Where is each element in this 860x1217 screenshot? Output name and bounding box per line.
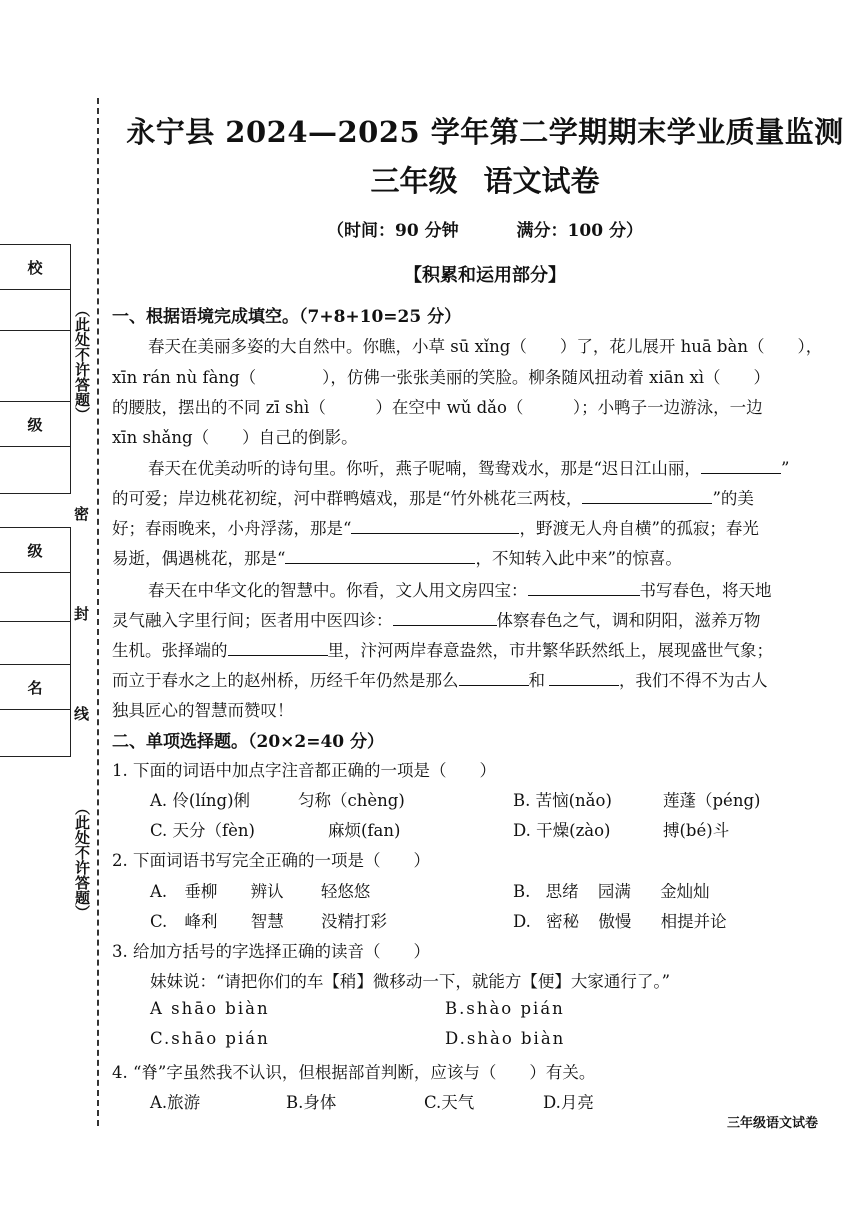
section1-p1-line4: xīn shǎng（ ）自己的倒影。 [112, 428, 358, 447]
text: ，我们不得不为古人 [619, 671, 768, 690]
q3-option-c: C.shāo pián [150, 1029, 270, 1048]
no-answer-note-top: （此处不许答题） [73, 302, 91, 422]
text: 没精打彩 [321, 912, 388, 931]
text: 思绪 [545, 882, 579, 901]
text: ，不知转入此中来”的惊喜。 [475, 549, 682, 568]
text: 傲慢 [598, 912, 632, 931]
q1-option-a1: A. 伶(líng)俐 [150, 791, 251, 810]
poem-blank-1[interactable] [701, 459, 781, 474]
q1-option-b1: B. 苦恼(nǎo) [513, 791, 612, 810]
school-blank[interactable] [0, 290, 70, 331]
grade-label: 级 [0, 528, 70, 573]
q1-option-c2: 麻烦(fan) [328, 821, 401, 840]
text: 易逝，偶遇桃花，那是“ [112, 549, 286, 568]
q2-stem: 2. 下面词语书写完全正确的一项是（ ） [112, 851, 430, 870]
q2-option-d [513, 908, 727, 932]
text: B. [513, 882, 531, 901]
exam-time-score [110, 216, 860, 241]
exam-subtitle: 三年级 语文试卷 [370, 164, 600, 198]
seal-char-feng: 封 [74, 605, 90, 623]
text: 垂柳 [184, 882, 218, 901]
section1-p3-line4 [112, 667, 768, 691]
text: 辨认 [250, 882, 284, 901]
section1-p2-line3 [112, 515, 759, 539]
q3-option-a: A shāo biàn [150, 999, 270, 1018]
seal-line [97, 98, 99, 1126]
text: 春天在中华文化的智慧中。你看，文人用文房四宝： [148, 581, 528, 600]
text: 峰利 [184, 912, 218, 931]
text: 书写春色，将天地 [639, 581, 772, 600]
text: 智慧 [250, 912, 284, 931]
text: 的可爱；岸边桃花初绽，河中群鸭嬉戏，那是“竹外桃花三两枝， [112, 489, 583, 508]
part-heading: 【积累和运用部分】 [404, 265, 566, 286]
poem-blank-3[interactable] [351, 519, 519, 534]
q2-option-a [150, 878, 370, 902]
no-answer-note-bottom: （此处不许答题） [73, 800, 91, 920]
text: 轻悠悠 [320, 882, 371, 901]
text: 好；春雨晚来，小舟浮荡，那是“ [112, 519, 352, 538]
section1-p2-line1 [148, 455, 789, 479]
q1-option-d1: D. 干燥(zào) [513, 821, 611, 840]
class-label: 级 [0, 402, 70, 447]
text: 里，汴河两岸春意盎然，市井繁华跃然纸上，展现盛世气象； [327, 641, 773, 660]
exam-title: 永宁县 2024—2025 学年第二学期期末学业质量监测 [126, 115, 844, 149]
section1-p1-line2: xīn rán nù fàng（ ），仿佛一张张美丽的笑脸。柳条随风扭动着 xiān xì（ ） [112, 368, 771, 387]
text: C. [150, 912, 168, 931]
text: ，野渡无人舟自横”的孤寂；春光 [519, 519, 759, 538]
q2-option-c [150, 908, 387, 932]
section2-heading: 二、单项选择题。（20×2=40 分） [112, 732, 385, 752]
section1-heading: 一、根据语境完成填空。（7+8+10=25 分） [112, 307, 462, 327]
culture-blank-4[interactable] [459, 671, 529, 686]
q1-option-c1: C. 天分（fèn) [150, 821, 255, 840]
section1-p3-line3 [112, 637, 773, 661]
text: ”的美 [712, 489, 754, 508]
seal-char-xian: 线 [74, 705, 90, 723]
section1-p1-line3: 的腰肢，摆出的不同 zī shì（ ）在空中 wǔ dǎo（ ）；小鸭子一边游泳，一边 [112, 398, 763, 417]
text: D. [513, 912, 531, 931]
text: 春天在优美动听的诗句里。你听，燕子呢喃，鸳鸯戏水，那是“迟日江山丽， [148, 459, 701, 478]
class-blank[interactable] [0, 447, 70, 493]
poem-blank-4[interactable] [285, 549, 475, 564]
text: 密秘 [546, 912, 580, 931]
seal-char-mi: 密 [74, 505, 90, 523]
text: 金灿灿 [660, 882, 710, 901]
q3-option-d: D.shào biàn [445, 1029, 566, 1048]
student-info-box-top [0, 244, 71, 494]
culture-blank-3[interactable] [228, 641, 328, 656]
q3-option-b: B.shào pián [445, 999, 565, 1018]
text: 园满 [597, 882, 631, 901]
section1-p1-line1: 春天在美丽多姿的大自然中。你瞧，小草 sū xǐng（ ）了，花儿展开 huā bàn（ ）， [148, 337, 823, 356]
student-info-box-bottom [0, 527, 71, 757]
section1-p2-line4 [112, 545, 682, 569]
culture-blank-1[interactable] [528, 581, 640, 596]
school-label: 校 [0, 245, 70, 290]
name-blank[interactable] [0, 710, 70, 756]
text: 和 [528, 671, 545, 690]
page-footer: 三年级语文试卷 [726, 1116, 818, 1131]
section1-p3-line1 [148, 577, 772, 601]
q1-stem: 1. 下面的词语中加点字注音都正确的一项是（ ） [112, 761, 496, 780]
section1-p3-line5: 独具匠心的智慧而赞叹！ [112, 701, 294, 720]
q4-option-b: B.身体 [286, 1093, 337, 1112]
q1-option-b2: 莲蓬（péng) [663, 791, 761, 810]
grade-blank[interactable] [0, 573, 70, 622]
q1-option-d2: 搏(bé)斗 [663, 821, 730, 840]
text: 而立于春水之上的赵州桥，历经千年仍然是那么 [112, 671, 459, 690]
poem-blank-2[interactable] [582, 489, 712, 504]
text: 相提并论 [660, 912, 727, 931]
culture-blank-5[interactable] [549, 671, 619, 686]
text: A. [150, 882, 168, 901]
box-gap [0, 622, 70, 665]
name-label: 名 [0, 665, 70, 710]
culture-blank-2[interactable] [393, 611, 497, 626]
q4-stem: 4. “脊”字虽然我不认识，但根据部首判断，应该与（ ）有关。 [112, 1063, 596, 1082]
q3-stem: 3. 给加方括号的字选择正确的读音（ ） [112, 942, 430, 961]
q4-option-c: C.天气 [424, 1093, 475, 1112]
q4-option-d: D.月亮 [543, 1093, 594, 1112]
text: ” [780, 459, 790, 478]
q1-option-a2: 匀称（chèng) [298, 791, 405, 810]
exam-time: （时间：90 分钟 [327, 221, 459, 241]
exam-score: 满分：100 分） [516, 221, 643, 241]
text: 生机。张择端的 [112, 641, 228, 660]
text: 灵气融入字里行间；医者用中医四诊： [112, 611, 393, 630]
q3-sentence: 妹妹说：“请把你们的车【稍】微移动一下，就能方【便】大家通行了。” [150, 972, 671, 991]
text: 体察春色之气，调和阴阳，滋养万物 [496, 611, 761, 630]
q4-option-a: A.旅游 [150, 1093, 201, 1112]
q2-option-b [513, 878, 710, 902]
section1-p3-line2 [112, 607, 761, 631]
section1-p2-line2 [112, 485, 754, 509]
box-gap [0, 331, 70, 402]
